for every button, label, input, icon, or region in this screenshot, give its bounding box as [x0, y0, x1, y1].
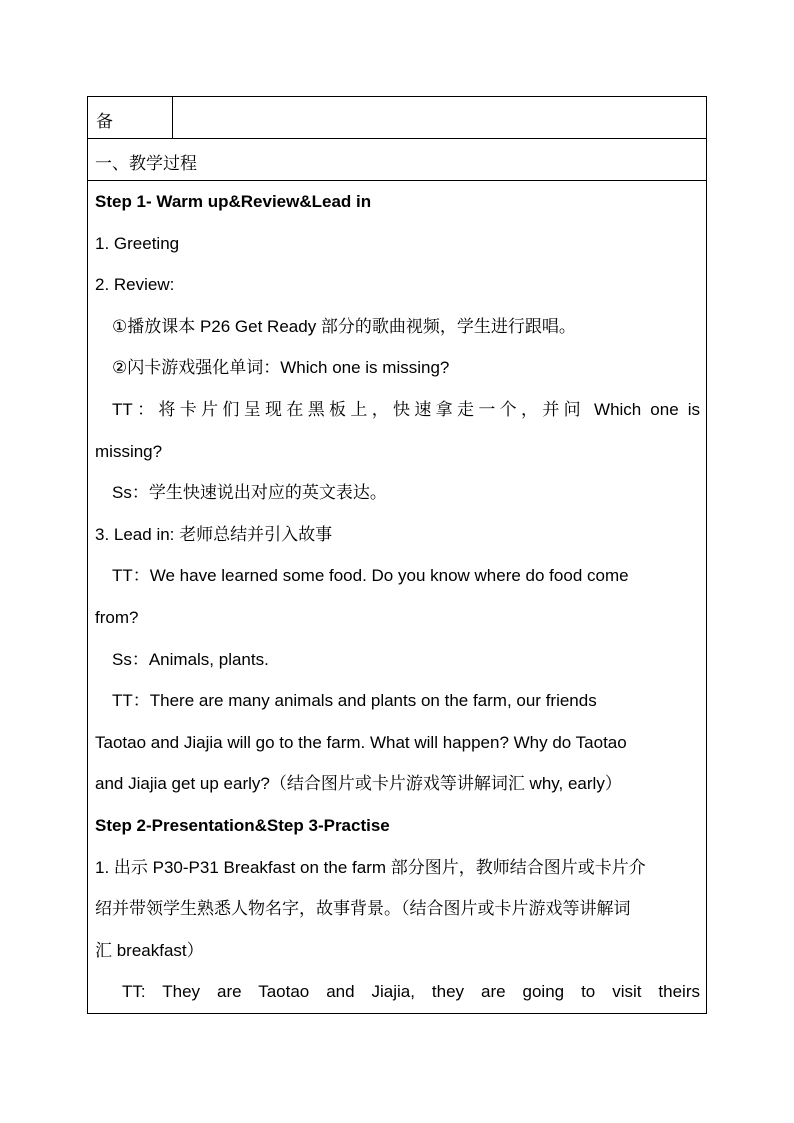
text-line: missing? — [95, 441, 163, 461]
remarks-label: 备 — [88, 97, 173, 138]
section-heading: 一、教学过程 — [88, 139, 706, 181]
step1-heading: Step 1- Warm up&Review&Lead in — [95, 192, 372, 211]
text-line: Ss：Animals, plants. — [112, 649, 269, 669]
text-line: 1. 出示 P30-P31 Breakfast on the farm 部分图片，教师结合图片或卡片介 — [95, 857, 646, 877]
lesson-plan-table — [87, 96, 707, 1014]
teaching-process-content — [88, 181, 706, 1013]
remarks-value-cell — [173, 97, 706, 138]
text-line: from? — [95, 607, 139, 627]
text-line: and Jiajia get up early?（结合图片或卡片游戏等讲解词汇 why, early） — [95, 774, 622, 794]
text-line: 3. Lead in: 老师总结并引入故事 — [95, 524, 333, 544]
text-line: ②闪卡游戏强化单词：Which one is missing? — [112, 358, 450, 378]
text-line: TT：There are many animals and plants on the farm, our friends — [112, 691, 597, 711]
text-line: 1. Greeting — [95, 233, 180, 253]
text-line: 绍并带领学生熟悉人物名字，故事背景。（结合图片或卡片游戏等讲解词 — [95, 899, 631, 919]
text-line: TT：We have learned some food. Do you know where do food come — [112, 566, 629, 586]
text-line: ①播放课本 P26 Get Ready 部分的歌曲视频，学生进行跟唱。 — [112, 316, 576, 336]
text-line: Taotao and Jiajia will go to the farm. What will happen? Why do Taotao — [95, 732, 627, 752]
text-line: 汇 breakfast） — [95, 940, 204, 960]
remarks-row — [88, 97, 706, 139]
text-line: 2. Review: — [95, 275, 175, 295]
text-line: TT: They are Taotao and Jiajia, they are going to visit theirs — [122, 982, 700, 1002]
text-line: TT：将卡片们呈现在黑板上，快速拿走一个，并问 Which one is — [112, 399, 700, 419]
text-line: Ss：学生快速说出对应的英文表达。 — [112, 483, 387, 503]
step2-heading: Step 2-Presentation&Step 3-Practise — [95, 815, 390, 835]
